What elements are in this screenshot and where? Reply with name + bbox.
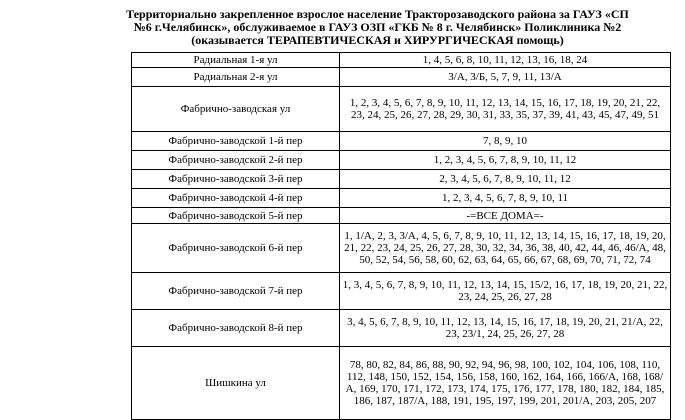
street-name: Фабрично-заводская ул bbox=[132, 87, 340, 132]
street-name: Фабрично-заводской 1-й пер bbox=[132, 132, 340, 151]
house-numbers: 3, 4, 5, 6, 7, 8, 9, 10, 11, 12, 13, 14, 15, 16, 17, 18, 19, 20, 21, 21/А, 22, 23, 23/1, 24, 25, 26, 27, 28 bbox=[340, 310, 671, 347]
house-numbers: 78, 80, 82, 84, 86, 88, 90, 92, 94, 96, 98, 100, 102, 104, 106, 108, 110, 112, 148, 150, 152, 154, 156, 158, 160, 162, 164, 166, 166/А, 168, 168/А, 169, 170, 171, 172, 173, 174, 175, 176, 177, 178, 180, 182, 184, 185, 186, 187, 187/А, 188, 191, 195, 197, 199, 201, 201/А, 203, 205, 207 bbox=[340, 347, 671, 420]
street-name: Радиальная 1-я ул bbox=[132, 53, 340, 68]
house-numbers: 1, 2, 3, 4, 5, 6, 7, 8, 9, 10, 11, 12, 13, 14, 15, 16, 17, 18, 19, 20, 21, 22, 23, 24, 25, 26, 27, 28, 29, 30, 31, 33, 35, 37, 39, 41, 43, 45, 47, 49, 51 bbox=[340, 87, 671, 132]
street-name: Фабрично-заводской 8-й пер bbox=[132, 310, 340, 347]
title-line-2: №6 г.Челябинск», обслуживаемое в ГАУЗ ОЗП «ГКБ № 8 г. Челябинск» Поликлиника №2 bbox=[133, 20, 622, 34]
house-numbers: 7, 8, 9, 10 bbox=[340, 132, 671, 151]
house-numbers: 3/А, 3/Б, 5, 7, 9, 11, 13/А bbox=[340, 68, 671, 87]
house-numbers: 1, 4, 5, 6, 8, 10, 11, 12, 13, 16, 18, 24 bbox=[340, 53, 671, 68]
street-name: Фабрично-заводской 4-й пер bbox=[132, 189, 340, 208]
street-name: Фабрично-заводской 7-й пер bbox=[132, 273, 340, 310]
document-title bbox=[95, 8, 660, 47]
title-line-1: Территориально закрепленное взрослое население Тракторозаводского района за ГАУЗ «СП bbox=[126, 7, 629, 21]
table-row bbox=[132, 310, 671, 347]
street-name: Фабрично-заводской 2-й пер bbox=[132, 151, 340, 170]
table-row bbox=[132, 170, 671, 189]
table-row bbox=[132, 189, 671, 208]
street-name: Фабрично-заводской 6-й пер bbox=[132, 224, 340, 273]
house-numbers: 1, 1/А, 2, 3, 3/А, 4, 5, 6, 7, 8, 9, 10, 11, 12, 13, 14, 15, 16, 17, 18, 19, 20, 21, 22, 23, 24, 25, 26, 27, 28, 30, 32, 34, 36, 38, 40, 42, 44, 46, 46/А, 48, 50, 52, 54, 56, 58, 60, 62, 63, 64, 65, 66, 67, 68, 69, 70, 71, 72, 74 bbox=[340, 224, 671, 273]
house-numbers: -=ВСЕ ДОМА=- bbox=[340, 208, 671, 224]
table-row bbox=[132, 87, 671, 132]
house-numbers: 1, 2, 3, 4, 5, 6, 7, 8, 9, 10, 11, 12 bbox=[340, 151, 671, 170]
house-numbers: 1, 2, 3, 4, 5, 6, 7, 8, 9, 10, 11 bbox=[340, 189, 671, 208]
street-name: Фабрично-заводской 3-й пер bbox=[132, 170, 340, 189]
street-name: Фабрично-заводской 5-й пер bbox=[132, 208, 340, 224]
address-table bbox=[131, 52, 671, 420]
house-numbers: 2, 3, 4, 5, 6, 7, 8, 9, 10, 11, 12 bbox=[340, 170, 671, 189]
table-row bbox=[132, 208, 671, 224]
table-row bbox=[132, 224, 671, 273]
street-name: Радиальная 2-я ул bbox=[132, 68, 340, 87]
table-row bbox=[132, 132, 671, 151]
table-row bbox=[132, 53, 671, 68]
house-numbers: 1, 3, 4, 5, 6, 7, 8, 9, 10, 11, 12, 13, 14, 15, 15/2, 16, 17, 18, 19, 20, 21, 22, 23, 24, 25, 26, 27, 28 bbox=[340, 273, 671, 310]
street-name: Шишкина ул bbox=[132, 347, 340, 420]
table-row bbox=[132, 347, 671, 420]
table-row bbox=[132, 68, 671, 87]
table-row bbox=[132, 273, 671, 310]
table-row bbox=[132, 151, 671, 170]
title-line-3: (оказывается ТЕРАПЕВТИЧЕСКАЯ и ХИРУРГИЧЕСКАЯ помощь) bbox=[191, 33, 564, 47]
